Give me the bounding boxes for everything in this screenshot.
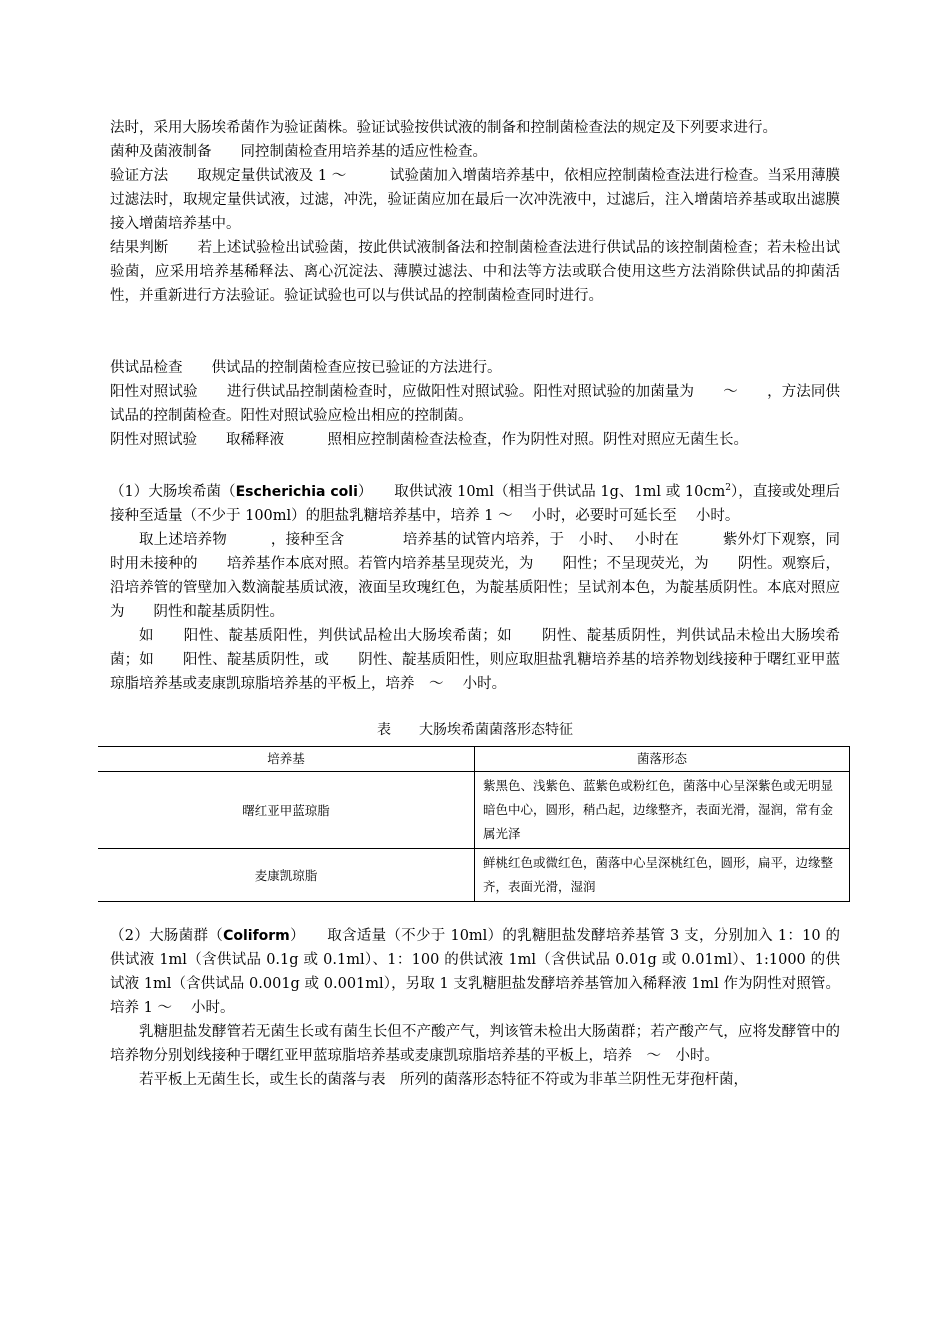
document-page <box>110 116 840 1092</box>
ecoli-superscript: 2 <box>725 483 731 493</box>
paragraph-result-judgement: 结果判断 若上述试验检出试验菌，按此供试液制备法和控制菌检查法进行供试品的该控制菌检查；若未检出试验菌，应采用培养基稀释法、离心沉淀法、薄膜过滤法、中和法等方法或联合使用这些方法消除供试品的抑菌活性，并重新进行方法验证。验证试验也可以与供试品的控制菌检查同时进行。 <box>110 240 840 304</box>
ecoli-text-b: ），直接或处理后接种至适量（不少于 100ml）的胆盐乳糖培养基中，培养 1 ～ 小时，必要时可延长至 小时。 <box>110 483 841 524</box>
table-row <box>98 848 850 901</box>
paragraph-verification-strain: 法时，采用大肠埃希菌作为验证菌株。验证试验按供试液的制备和控制菌检查法的规定及下列要求进行。 <box>110 120 777 136</box>
coliform-number: （2）大肠菌群（ <box>110 927 224 944</box>
colony-morphology-table <box>98 746 850 902</box>
ecoli-text-a: 取供试液 10ml（相当于供试品 1g、1ml 或 10cm <box>365 483 726 500</box>
paragraph-negative-control: 阴性对照试验 取稀释液 照相应控制菌检查法检查，作为阴性对照。阴性对照应无菌生长。 <box>110 432 748 448</box>
ecoli-latin-name: Escherichia coli <box>235 483 358 500</box>
table-cell-medium: 麦康凯琼脂 <box>98 848 475 901</box>
table-cell-medium: 曙红亚甲蓝琼脂 <box>98 771 475 848</box>
paragraph-plate-judgement: 若平板上无菌生长，或生长的菌落与表 所列的菌落形态特征不符或为非革兰阴性无芽孢杆菌， <box>139 1071 748 1088</box>
paragraph-strain-preparation: 菌种及菌液制备 同控制菌检查用培养基的适应性检查。 <box>110 144 487 160</box>
paragraph-positive-control: 阳性对照试验 进行供试品控制菌检查时，应做阳性对照试验。阳性对照试验的加菌量为 ～ ，方法同供试品的控制菌检查。阳性对照试验应检出相应的控制菌。 <box>110 384 840 424</box>
paragraph-sample-test: 供试品检查 供试品的控制菌检查应按已验证的方法进行。 <box>110 360 502 376</box>
table-cell-morphology: 紫黑色、浅紫色、蓝紫色或粉红色，菌落中心呈深紫色或无明显暗色中心，圆形，稍凸起，边缘整齐，表面光滑，湿润，常有金属光泽 <box>475 771 850 848</box>
table-cell-morphology: 鲜桃红色或微红色，菌落中心呈深桃红色，圆形，扁平，边缘整齐，表面光滑，湿润 <box>475 848 850 901</box>
spacer <box>110 308 840 356</box>
paragraph-verification-method: 验证方法 取规定量供试液及 1 ～ 试验菌加入增菌培养基中，依相应控制菌检查法进行检查。当采用薄膜过滤法时，取规定量供试液，过滤，冲洗，验证菌应加在最后一次冲洗液中，过滤后，注入增菌培养基或取出滤膜接入增菌培养基中。 <box>110 168 840 232</box>
spacer <box>110 902 840 924</box>
table-caption: 表 大肠埃希菌菌落形态特征 <box>377 721 573 738</box>
ecoli-number: （1）大肠埃希菌（ <box>110 483 236 500</box>
table-header-medium: 培养基 <box>98 746 475 771</box>
section-ecoli <box>110 476 840 528</box>
paragraph-culture-observation: 取上述培养物 ，接种至含 培养基的试管内培养，于 小时、 小时在 紫外灯下观察，同时用未接种的 培养基作本底对照。若管内培养基呈现荧光，为 阳性；不呈现荧光，为 阴性。观察后，沿培养管的管壁加入数滴靛基质试液，液面呈玫瑰红色，为靛基质阳性；呈试剂本色，为靛基质阴性。本底对照应为 阴性和靛基质阴性。 <box>110 531 840 620</box>
table-header-morphology: 菌落形态 <box>475 746 850 771</box>
coliform-text: 取含适量（不少于 10ml）的乳糖胆盐发酵培养基管 3 支，分别加入 1：10 的供试液 1ml（含供试品 0.1g 或 0.1ml）、1：100 的供试液 1ml（含供试品 0.01g 或 0.01ml）、1:1000 的供试液 1ml（含供试品 0.001g 或 0.001ml），另取 1 支乳糖胆盐发酵培养基管加入稀释液 1ml 作为阴性对照管。培养 1 ～ 小时。 <box>110 927 840 1016</box>
ecoli-close: ） <box>357 483 366 500</box>
coliform-latin-name: Coliform <box>223 927 290 944</box>
table-header-row <box>98 746 850 771</box>
paragraph-ecoli-judgement: 如 阳性、靛基质阳性，判供试品检出大肠埃希菌；如 阴性、靛基质阴性，判供试品未检出大肠埃希菌；如 阳性、靛基质阴性，或 阴性、靛基质阳性，则应取胆盐乳糖培养基的培养物划线接种于曙红亚甲蓝琼脂培养基或麦康凯琼脂培养基的平板上，培养 ～ 小时。 <box>110 627 840 692</box>
coliform-close: ） <box>289 927 298 944</box>
spacer <box>110 452 840 476</box>
table-row <box>98 771 850 848</box>
section-coliform <box>110 924 840 1020</box>
paragraph-fermentation-judgement: 乳糖胆盐发酵管若无菌生长或有菌生长但不产酸产气，判该管未检出大肠菌群；若产酸产气，应将发酵管中的培养物分别划线接种于曙红亚甲蓝琼脂培养基或麦康凯琼脂培养基的平板上，培养 ～ 小时。 <box>110 1023 840 1064</box>
